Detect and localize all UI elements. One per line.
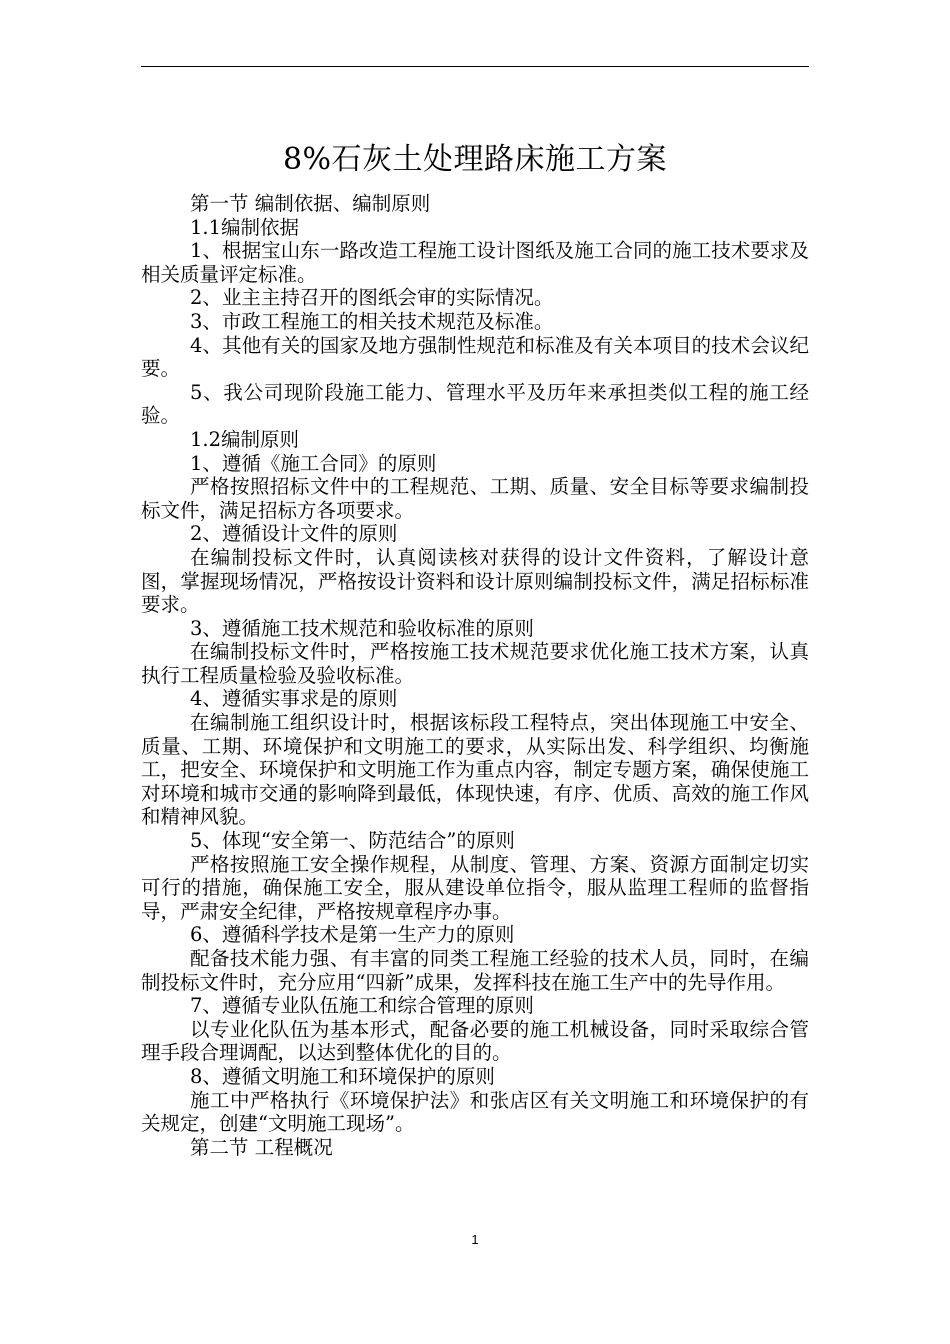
paragraph: 配备技术能力强、有丰富的同类工程施工经验的技术人员，同时，在编制投标文件时，充分应用“四新”成果，发挥科技在施工生产中的先导作用。 — [141, 947, 809, 994]
principle-heading: 5、体现“安全第一、防范结合”的原则 — [190, 829, 515, 853]
paragraph: 严格按照施工安全操作规程，从制度、管理、方案、资源方面制定切实可行的措施，确保施工安全，服从建设单位指令，服从监理工程师的监督指导，严肃安全纪律，严格按规章程序办事。 — [141, 852, 809, 923]
paragraph: 3、市政工程施工的相关技术规范及标准。 — [190, 309, 554, 333]
principle-heading: 6、遵循科学技术是第一生产力的原则 — [190, 923, 515, 947]
paragraph: 施工中严格执行《环境保护法》和张店区有关文明施工和环境保护的有关规定，创建“文明施工现场”。 — [141, 1088, 809, 1136]
paragraph: 在编制投标文件时，严格按施工技术规范要求优化施工技术方案，认真执行工程质量检验及验收标准。 — [141, 640, 809, 687]
paragraph: 5、我公司现阶段施工能力、管理水平及历年来承担类似工程的施工经验。 — [141, 380, 809, 428]
document-title: 8%石灰土处理路床施工方案 — [282, 142, 668, 177]
paragraph: 1、根据宝山东一路改造工程施工设计图纸及施工合同的施工技术要求及相关质量评定标准。 — [141, 239, 809, 286]
document-body — [141, 192, 809, 1159]
paragraph: 2、业主主持召开的图纸会审的实际情况。 — [190, 286, 554, 310]
paragraph: 严格按照招标文件中的工程规范、工期、质量、安全目标等要求编制投标文件，满足招标方各项要求。 — [141, 475, 809, 522]
section-heading-2: 第二节 工程概况 — [190, 1135, 333, 1159]
principle-heading: 3、遵循施工技术规范和验收标准的原则 — [190, 616, 534, 640]
principle-heading: 4、遵循实事求是的原则 — [190, 687, 398, 711]
section-heading-1: 第一节 编制依据、编制原则 — [190, 192, 431, 215]
page-number: 1 — [471, 1232, 479, 1247]
paragraph: 在编制投标文件时，认真阅读核对获得的设计文件资料，了解设计意图，掌握现场情况，严格按设计资料和设计原则编制投标文件，满足招标标准要求。 — [141, 545, 809, 617]
paragraph: 4、其他有关的国家及地方强制性规范和标准及有关本项目的技术会议纪要。 — [141, 333, 809, 381]
header-rule — [141, 66, 809, 67]
principle-heading: 2、遵循设计文件的原则 — [190, 522, 398, 546]
principle-heading: 7、遵循专业队伍施工和综合管理的原则 — [190, 994, 534, 1018]
subsection-heading-1-2: 1.2编制原则 — [190, 427, 300, 451]
principle-heading: 1、遵循《施工合同》的原则 — [190, 451, 437, 475]
paragraph: 以专业化队伍为基本形式，配备必要的施工机械设备，同时采取综合管理手段合理调配，以达到整体优化的目的。 — [141, 1017, 809, 1065]
subsection-heading-1-1: 1.1编制依据 — [190, 215, 300, 239]
paragraph: 在编制施工组织设计时，根据该标段工程特点，突出体现施工中安全、质量、工期、环境保护和文明施工的要求，从实际出发、科学组织、均衡施工，把安全、环境保护和文明施工作为重点内容，制定专题方案，确保使施工对环境和城市交通的影响降到最低，体现快速，有序、优质、高效的施工作风和精神风貌。 — [141, 711, 809, 829]
principle-heading: 8、遵循文明施工和环境保护的原则 — [190, 1064, 495, 1088]
